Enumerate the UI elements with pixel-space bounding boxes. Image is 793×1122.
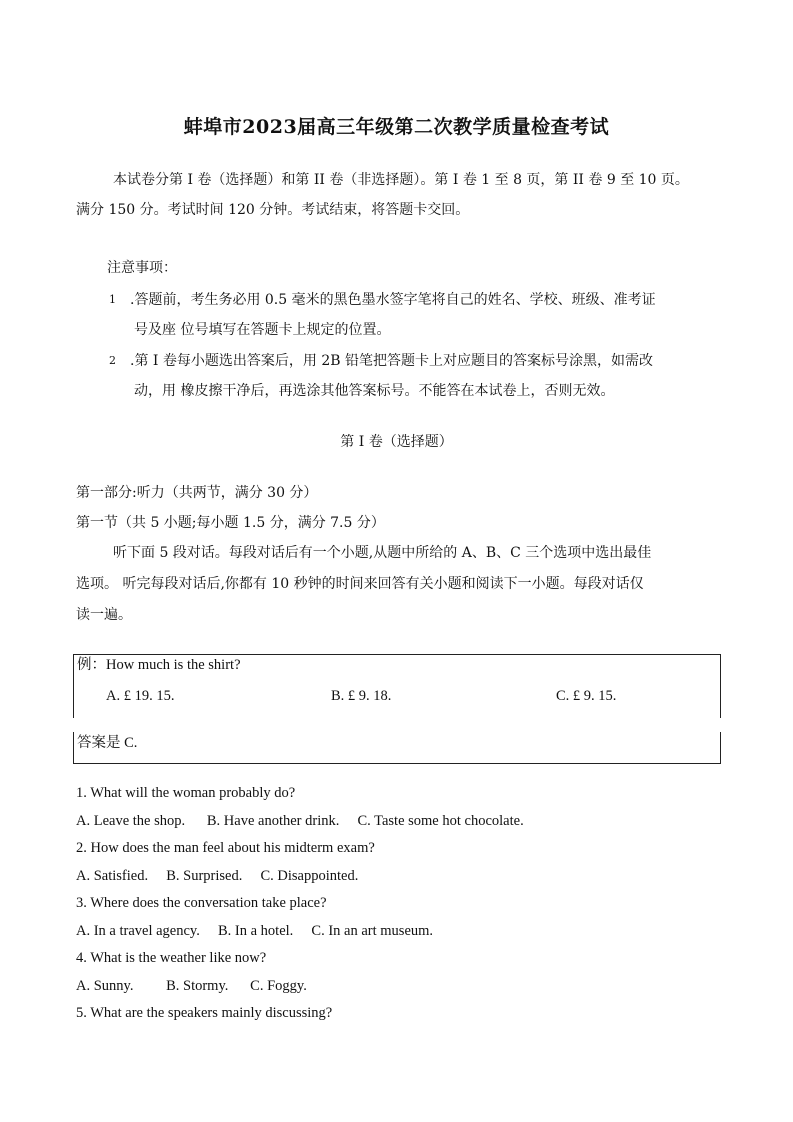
example-answer: 答案是 C. bbox=[77, 735, 138, 751]
question-text: 5. What are the speakers mainly discussing? bbox=[76, 1005, 333, 1021]
page-title: 蚌埠市2023届高三年级第二次教学质量检查考试 bbox=[183, 116, 610, 138]
instructions-line-2: 选项。 听完每段对话后,你都有 10 秒钟的时间来回答有关小题和阅读下一小题。每段对话仅 bbox=[76, 576, 644, 592]
note-text: 号及座 位号填写在答题卡上规定的位置。 bbox=[134, 322, 391, 338]
instructions-line-1: 听下面 5 段对话。每段对话后有一个小题,从题中所给的 A、B、C 三个选项中选出最佳 bbox=[113, 545, 652, 561]
instructions-line-3: 读一遍。 bbox=[76, 607, 132, 623]
part-heading: 第一部分:听力（共两节，满分 30 分） bbox=[76, 485, 318, 501]
note-number: 2 bbox=[109, 354, 116, 367]
note-text: .答题前，考生务必用 0.5 毫米的黑色墨水签字笔将自己的姓名、学校、班级、准考证 bbox=[130, 292, 656, 308]
note-number: 1 bbox=[109, 293, 116, 306]
question-text: 2. How does the man feel about his midterm exam? bbox=[76, 840, 375, 856]
example-option: B. £ 9. 18. bbox=[331, 688, 392, 704]
question-text: 1. What will the woman probably do? bbox=[76, 785, 296, 801]
question-options: A. Leave the shop. B. Have another drink. C. Taste some hot chocolate. bbox=[76, 813, 524, 829]
question-options: A. Sunny. B. Stormy. C. Foggy. bbox=[76, 978, 307, 994]
note-text: .第 I 卷每小题选出答案后，用 2B 铅笔把答题卡上对应题目的答案标号涂黑，如需改 bbox=[130, 353, 653, 369]
intro-line-1: 本试卷分第 I 卷（选择题）和第 II 卷（非选择题）。第 I 卷 1 至 8 页，第 II 卷 9 至 10 页。 bbox=[113, 172, 689, 188]
notes-heading: 注意事项： bbox=[107, 260, 177, 276]
section-title: 第 I 卷（选择题） bbox=[340, 434, 453, 450]
intro-line-2: 满分 150 分。考试时间 120 分钟。考试结束，将答题卡交回。 bbox=[76, 202, 470, 218]
example-option: C. £ 9. 15. bbox=[556, 688, 617, 704]
question-text: 3. Where does the conversation take place? bbox=[76, 895, 327, 911]
question-text: 4. What is the weather like now? bbox=[76, 950, 267, 966]
note-text: 动，用 橡皮擦干净后，再选涂其他答案标号。不能答在本试卷上，否则无效。 bbox=[134, 383, 615, 399]
subsection-heading: 第一节（共 5 小题;每小题 1.5 分，满分 7.5 分） bbox=[76, 515, 385, 531]
question-options: A. In a travel agency. B. In a hotel. C. In an art museum. bbox=[76, 923, 434, 939]
example-option: A. £ 19. 15. bbox=[106, 688, 175, 704]
example-question: 例：How much is the shirt? bbox=[77, 657, 241, 673]
question-options: A. Satisfied. B. Surprised. C. Disappointed. bbox=[76, 868, 359, 884]
